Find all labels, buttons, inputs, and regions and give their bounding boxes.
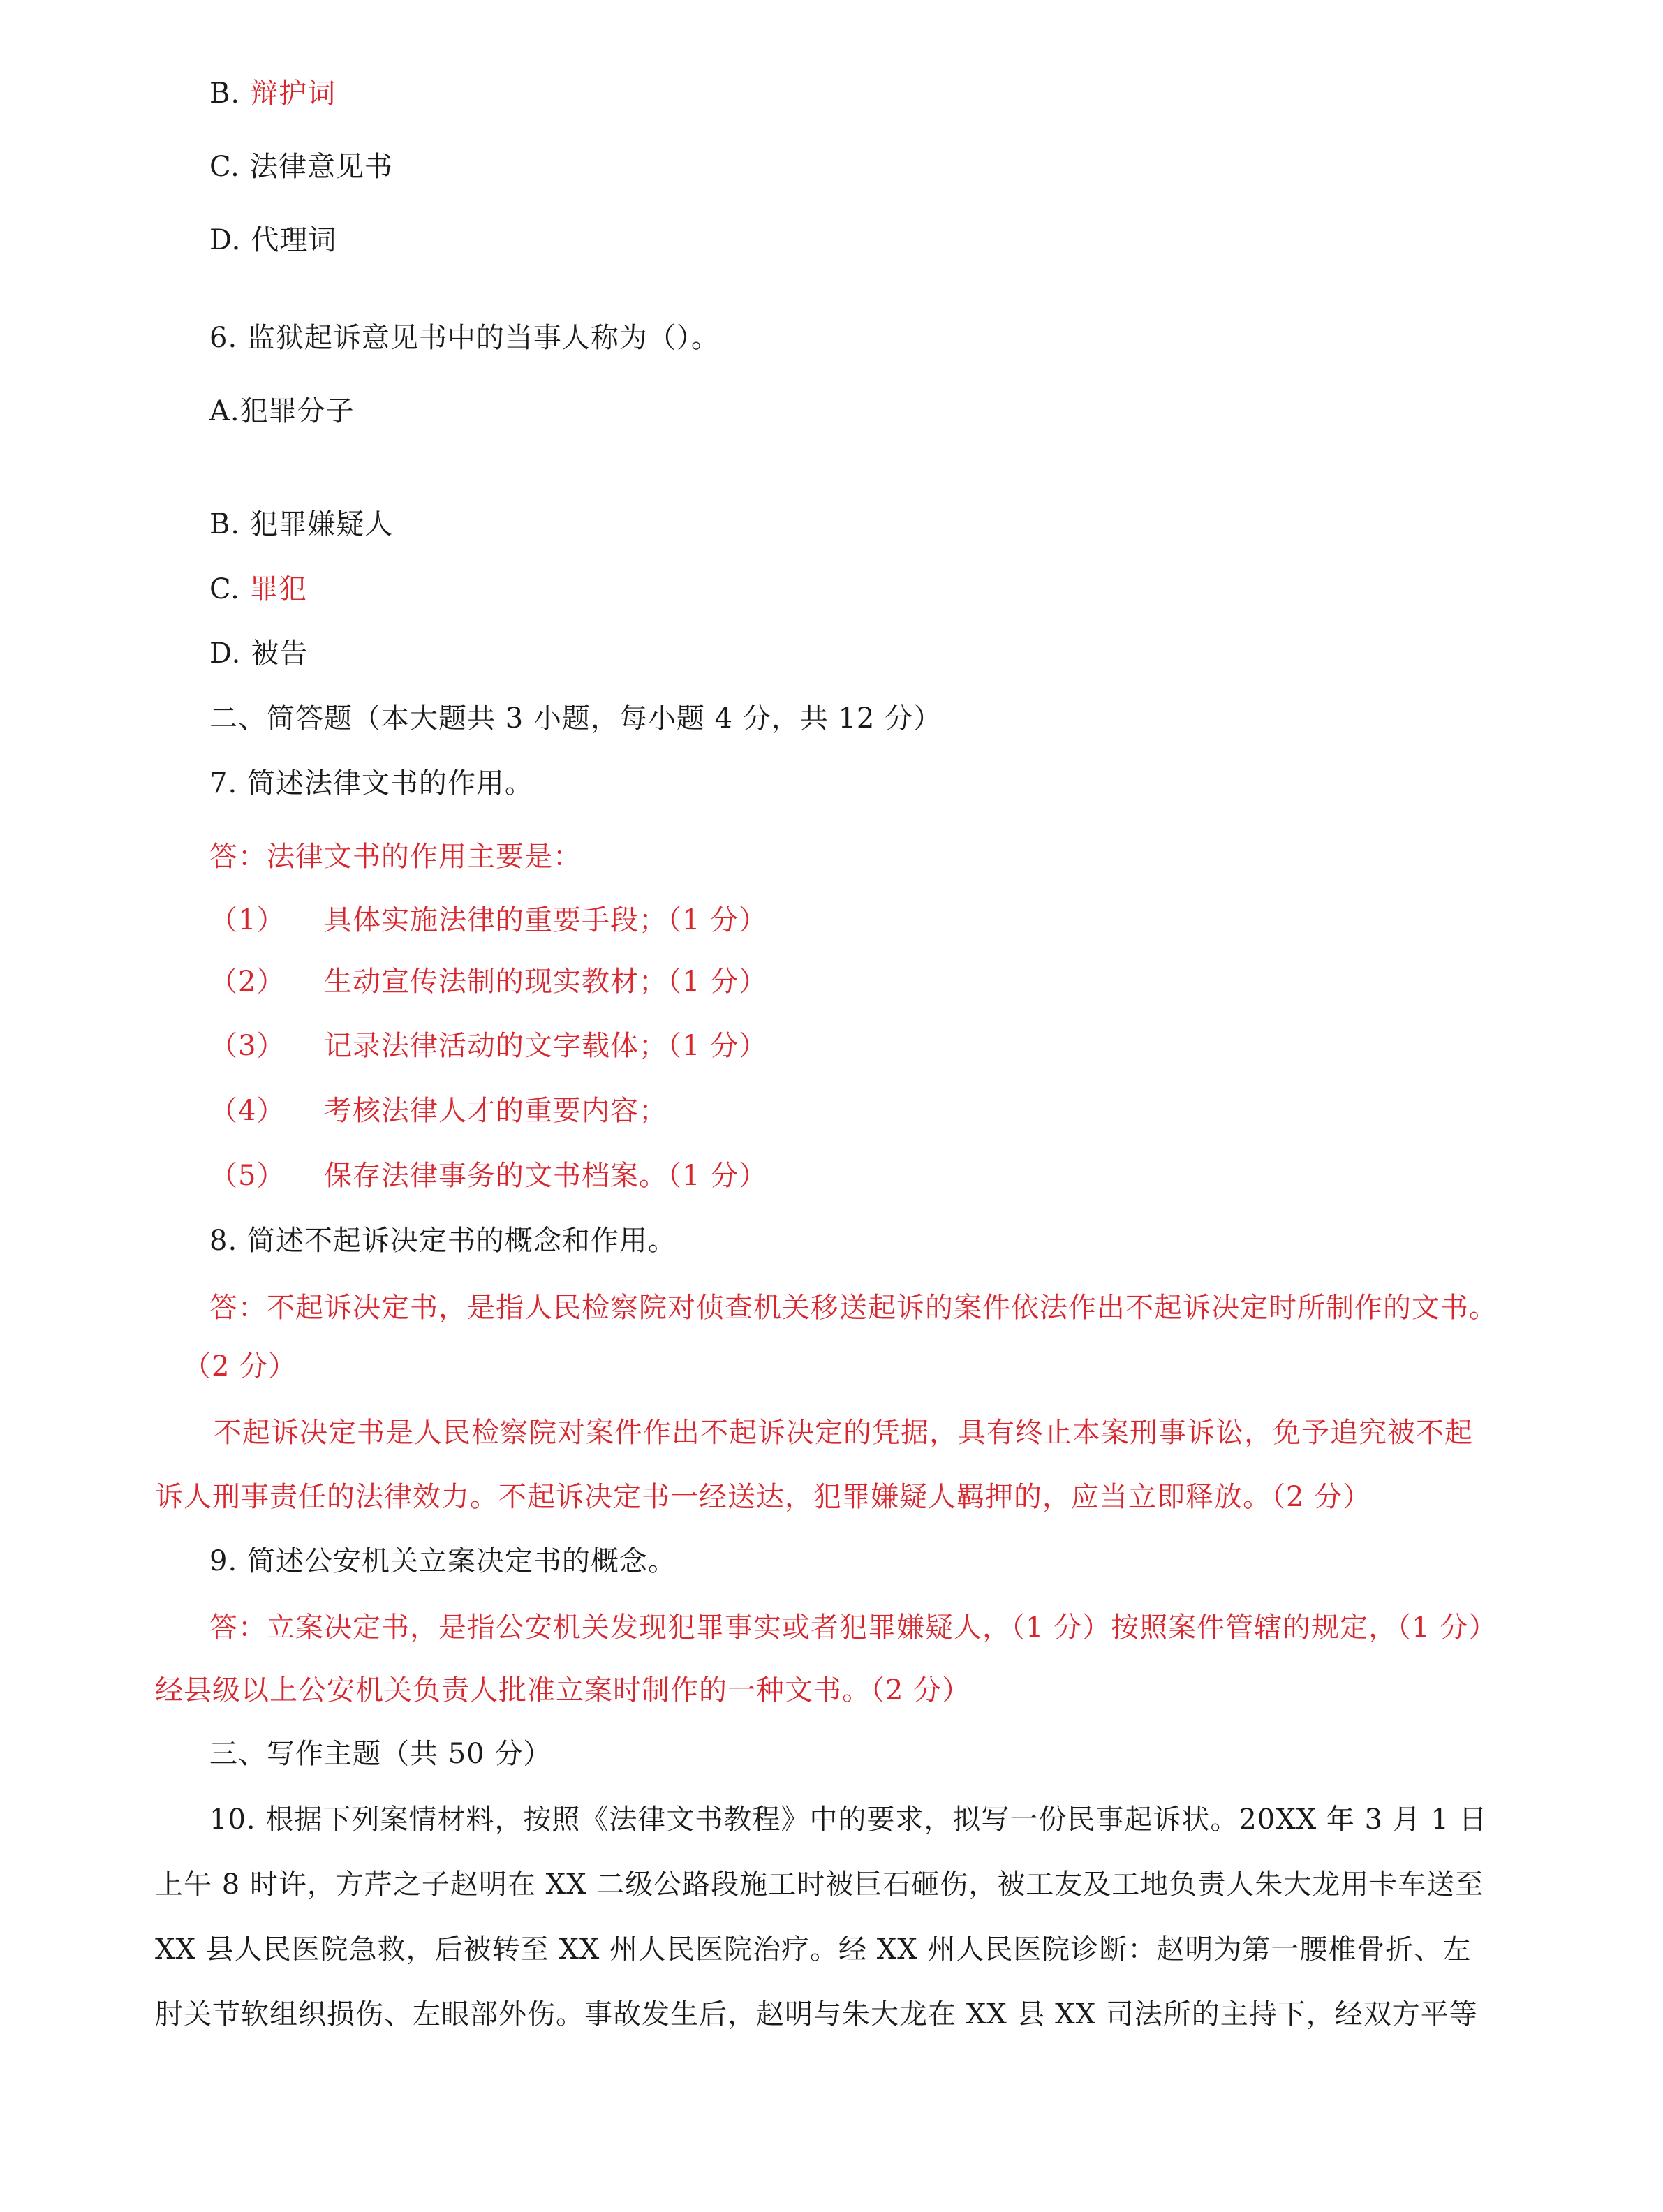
q9-answer-line: 答：立案决定书，是指公安机关发现犯罪事实或者犯罪嫌疑人，（1 分）按照案件管辖的规定，（1 分） bbox=[209, 1612, 1498, 1644]
q7-answer-item bbox=[209, 1026, 767, 1066]
q5-option-b bbox=[209, 74, 336, 113]
q10-paragraph-line: 上午 8 时许，方芹之子赵明在 XX 二级公路段施工时被巨石砸伤，被工友及工地负责人朱大龙用卡车送至 bbox=[155, 1868, 1484, 1901]
q7-question: 7. 简述法律文书的作用。 bbox=[209, 767, 533, 799]
section3-heading: 三、写作主题（共 50 分） bbox=[209, 1738, 552, 1770]
q7-answer-intro: 答：法律文书的作用主要是： bbox=[209, 841, 582, 873]
q9-answer-line: 经县级以上公安机关负责人批准立案时制作的一种文书。（2 分） bbox=[155, 1674, 971, 1706]
q10-paragraph-line: XX 县人民医院急救，后被转至 XX 州人民医院治疗。经 XX 州人民医院诊断：赵明为第一腰椎骨折、左 bbox=[155, 1933, 1472, 1966]
option-text: 代理词 bbox=[251, 224, 337, 256]
item-number: （5） bbox=[209, 1160, 286, 1192]
q8-answer-line: 不起诉决定书是人民检察院对案件作出不起诉决定的凭据，具有终止本案刑事诉讼，免予追究被不起 bbox=[214, 1417, 1473, 1449]
option-text: 法律意见书 bbox=[249, 151, 393, 183]
q8-answer-line: 答：不起诉决定书，是指人民检察院对侦查机关移送起诉的案件依法作出不起诉决定时所制作的文书。 bbox=[209, 1292, 1498, 1324]
item-text: 具体实施法律的重要手段；（1 分） bbox=[324, 904, 768, 936]
q6-option-b bbox=[209, 505, 393, 544]
option-letter: D. bbox=[209, 637, 242, 670]
q6-option-a: A.犯罪分子 bbox=[209, 395, 355, 427]
q7-answer-item bbox=[209, 1091, 667, 1130]
q7-answer-item bbox=[209, 962, 767, 1001]
q8-answer-line: （2 分） bbox=[183, 1350, 297, 1382]
q9-question: 9. 简述公安机关立案决定书的概念。 bbox=[209, 1545, 677, 1577]
q5-option-c bbox=[209, 147, 393, 186]
item-text: 保存法律事务的文书档案。（1 分） bbox=[324, 1160, 768, 1192]
q8-question: 8. 简述不起诉决定书的概念和作用。 bbox=[209, 1225, 677, 1257]
item-number: （3） bbox=[209, 1030, 286, 1062]
q10-paragraph-line: 10. 根据下列案情材料，按照《法律文书教程》中的要求，拟写一份民事起诉状。20XX 年 3 月 1 日 bbox=[209, 1804, 1488, 1836]
option-text: 被告 bbox=[251, 637, 309, 670]
q5-option-b-answer: 辩护词 bbox=[250, 78, 337, 110]
q7-answer-item bbox=[209, 1156, 767, 1195]
q5-option-d bbox=[209, 221, 337, 260]
item-number: （4） bbox=[209, 1095, 286, 1127]
option-letter: C. bbox=[209, 151, 240, 183]
item-text: 生动宣传法制的现实教材；（1 分） bbox=[324, 966, 768, 998]
item-text: 记录法律活动的文字载体；（1 分） bbox=[324, 1030, 768, 1062]
q8-answer-line: 诉人刑事责任的法律效力。不起诉决定书一经送达，犯罪嫌疑人羁押的，应当立即释放。（2 分） bbox=[155, 1481, 1372, 1513]
q7-answer-item bbox=[209, 901, 767, 940]
option-letter: B. bbox=[209, 508, 241, 540]
option-letter: B. bbox=[209, 78, 241, 110]
section2-heading: 二、简答题（本大题共 3 小题，每小题 4 分，共 12 分） bbox=[209, 702, 943, 735]
q6-option-c-answer: 罪犯 bbox=[249, 573, 307, 605]
q10-paragraph-line: 肘关节软组织损伤、左眼部外伤。事故发生后，赵明与朱大龙在 XX 县 XX 司法所的主持下，经双方平等 bbox=[155, 1998, 1478, 2030]
q6-option-d bbox=[209, 634, 308, 673]
item-number: （1） bbox=[209, 904, 286, 936]
option-letter: D. bbox=[209, 224, 242, 256]
q6-question: 6. 监狱起诉意见书中的当事人称为（）。 bbox=[209, 322, 720, 354]
option-letter: C. bbox=[209, 573, 240, 605]
item-text: 考核法律人才的重要内容； bbox=[324, 1095, 667, 1127]
option-text: 犯罪嫌疑人 bbox=[250, 508, 394, 540]
q6-option-c bbox=[209, 570, 307, 609]
item-number: （2） bbox=[209, 966, 286, 998]
